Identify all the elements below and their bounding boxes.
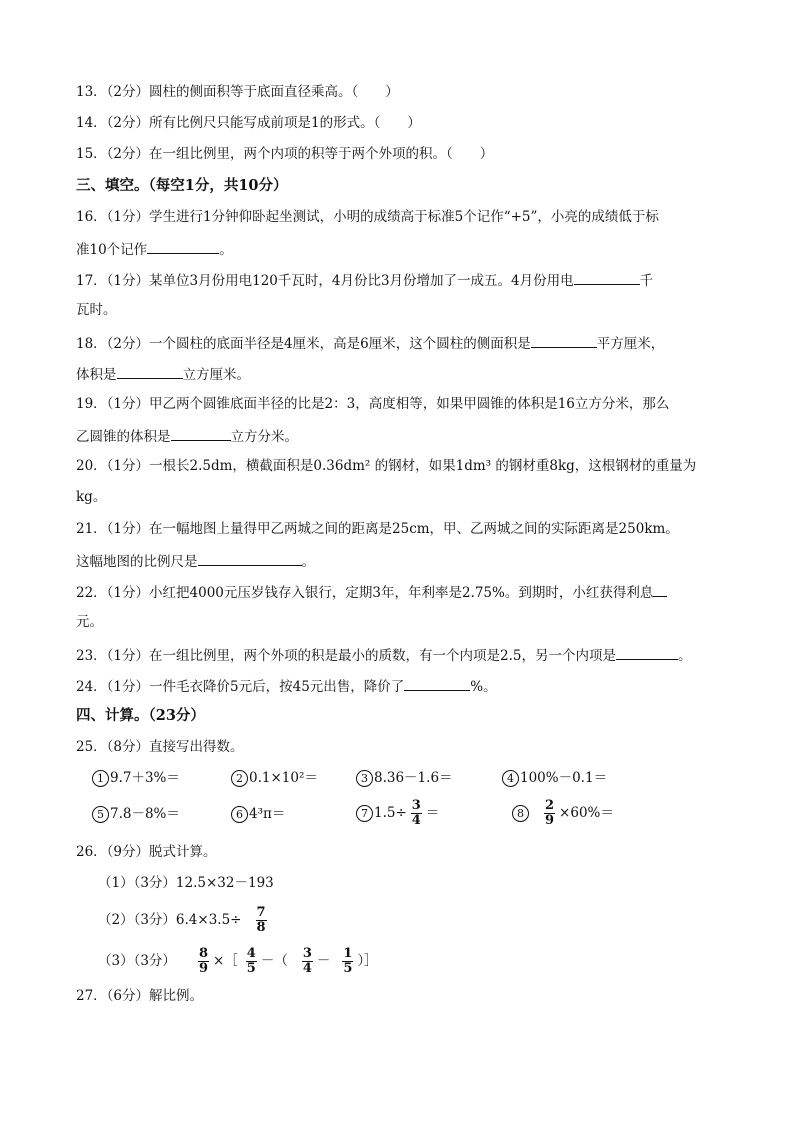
fraction: $\frac{8}{9}$ [198, 946, 208, 976]
calc-item-4: 4 100%－0.1＝ [502, 769, 607, 787]
question-18-line1: 18．（2分）一个圆柱的底面半径是4厘米，高是6厘米，这个圆柱的侧面积是 平方厘米， [76, 333, 664, 353]
sub-question-3: （3）（3分） $\frac{8}{9}$ ×［ $\frac{4}{5}$ －（ $\frac{3}{4}$ － $\frac{1}{5}$ ）］ [98, 946, 378, 976]
circled-number: 8 [512, 805, 529, 822]
answer-blank[interactable] [653, 582, 667, 597]
question-13: 13．（2分）圆柱的侧面积等于底面直径乘高。（ ） [76, 84, 399, 100]
answer-blank[interactable] [171, 426, 231, 441]
question-16-line1: 16．（1分）学生进行1分钟仰卧起坐测试，小明的成绩高于标准5个记作“+5”，小亮的成绩低于标 [76, 209, 659, 225]
question-26: 26．（9分）脱式计算。 [76, 844, 217, 860]
answer-blank[interactable] [531, 333, 597, 348]
question-15: 15．（2分）在一组比例里，两个内项的积等于两个外项的积。（ ） [76, 146, 494, 162]
calc-item-8: 8 $\frac{2}{9}$ ×60%＝ [512, 799, 614, 828]
question-27: 27．（6分）解比例。 [76, 988, 204, 1004]
question-17-line1: 17．（1分）某单位3月份用电120千瓦时，4月份比3月份增加了一成五。4月份用电 千 [76, 270, 653, 290]
circled-number: 1 [92, 770, 109, 787]
answer-blank[interactable] [117, 364, 183, 379]
question-22-line2: 元。 [76, 614, 103, 630]
question-14: 14．（2分）所有比例尺只能写成前项是1的形式。（ ） [76, 115, 421, 131]
calc-item-1: 1 9.7＋3%＝ [92, 769, 180, 787]
fraction: $\frac{4}{5}$ [246, 946, 256, 976]
question-18-line2: 体积是 立方厘米。 [76, 364, 250, 384]
question-20-line2: kg。 [76, 489, 107, 505]
circled-number: 7 [356, 805, 373, 822]
answer-blank[interactable] [147, 239, 219, 254]
calc-item-6: 6 4³π＝ [231, 805, 285, 823]
fraction: $\frac{1}{5}$ [343, 946, 353, 976]
question-19-line1: 19．（1分）甲乙两个圆锥底面半径的比是2：3，高度相等，如果甲圆锥的体积是16立方分米，那么 [76, 396, 670, 412]
question-24: 24．（1分）一件毛衣降价5元后，按45元出售，降价了 %。 [76, 676, 497, 696]
calc-item-2: 2 0.1×10²＝ [231, 769, 318, 787]
circled-number: 4 [502, 770, 519, 787]
question-23: 23．（1分）在一组比例里，两个外项的积是最小的质数，有一个内项是2.5，另一个内项是 。 [76, 645, 692, 665]
question-21-line1: 21．（1分）在一幅地图上量得甲乙两城之间的距离是25cm，甲、乙两城之间的实际距离是250km。 [76, 521, 679, 537]
question-25: 25．（8分）直接写出得数。 [76, 739, 244, 755]
question-19-line2: 乙圆锥的体积是 立方分米。 [76, 426, 298, 446]
section-3-heading: 三、填空。（每空1分，共10分） [76, 177, 288, 194]
question-17-line2: 瓦时。 [76, 302, 117, 318]
answer-blank[interactable] [198, 551, 302, 566]
fraction: $\frac{3}{4}$ [411, 798, 421, 828]
answer-blank[interactable] [574, 270, 640, 285]
calc-item-3: 3 8.36－1.6＝ [356, 769, 453, 787]
answer-blank[interactable] [404, 676, 470, 691]
calc-item-5: 5 7.8－8%＝ [92, 805, 180, 823]
question-22-line1: 22．（1分）小红把4000元压岁钱存入银行，定期3年，年利率是2.75%。到期时，小红获得利息 [76, 582, 667, 602]
fraction: $\frac{2}{9}$ [545, 798, 555, 828]
calc-item-7: 7 1.5÷ $\frac{3}{4}$ ＝ [356, 799, 439, 828]
question-16-line2: 准10个记作 。 [76, 239, 233, 259]
sub-question-2: （2）（3分）6.4×3.5÷ $\frac{7}{8}$ [98, 905, 266, 935]
circled-number: 5 [92, 806, 109, 823]
circled-number: 6 [231, 806, 248, 823]
circled-number: 2 [231, 770, 248, 787]
fraction: $\frac{3}{4}$ [302, 946, 312, 976]
fraction: $\frac{7}{8}$ [256, 905, 266, 935]
circled-number: 3 [356, 770, 373, 787]
sub-question-1: （1）（3分）12.5×32－193 [98, 875, 274, 891]
question-20-line1: 20．（1分）一根长2.5dm，横截面积是0.36dm² 的钢材，如果1dm³ 的钢材重8kg，这根钢材的重量为 [76, 458, 697, 474]
section-4-heading: 四、计算。（23分） [76, 707, 205, 724]
answer-blank[interactable] [616, 645, 678, 660]
question-21-line2: 这幅地图的比例尺是 。 [76, 551, 315, 571]
